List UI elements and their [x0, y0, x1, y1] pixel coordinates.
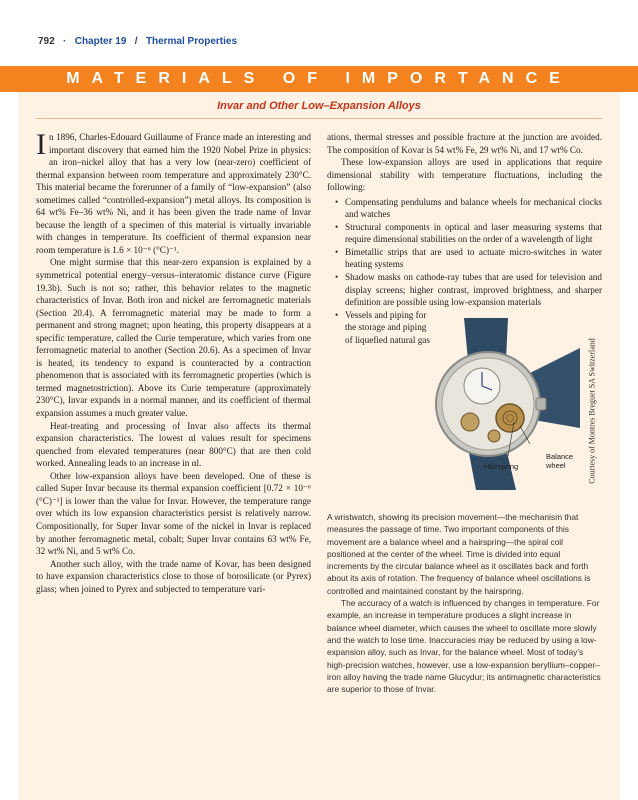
- right-paragraph-1: ations, thermal stresses and possible fracture at the junction are avoided. The composition of Kovar is 54 wt% Fe, 29 wt% Ni, and 17 wt% Co.: [327, 132, 602, 155]
- list-item: [327, 271, 602, 309]
- page-number: 792: [38, 36, 55, 47]
- right-paragraph-2: These low-expansion alloys are used in applications that require dimensional stability with temperature fluctuations, including the following:: [327, 157, 602, 193]
- wristwatch-photo: [424, 318, 580, 490]
- subtitle-divider: [36, 118, 602, 119]
- box-title: MATERIALS OF IMPORTANCE: [66, 70, 572, 87]
- photo-credit: [585, 322, 599, 500]
- list-item: [327, 309, 433, 347]
- caption-paragraph-2: The accuracy of a watch is influenced by changes in temperature. For example, an increase in temperature produces a slight increase in balance wheel diameter, which causes the wheel to oscillate more slowly and the watch to lose time. Inaccuracies may be reduced by using a low-expansion alloy, such as Invar, for the balance wheel. Most of today’s high-precision watches, however, use a low-expansion beryllium–copper–iron alloy having the trade name Glucydur; its antimagnetic characteristics are superior to those of Invar.: [327, 598, 601, 695]
- caption-paragraph-1: A wristwatch, showing its precision movement—the mechanism that measures the passage of time. Two important components of this movement are a balance wheel and a hairspring—the spiral coil positioned at the center of the wheel. Time is divided into equal increments by the circular balance wheel as it oscillates back and forth about its axis of rotation. The frequency of balance wheel oscillations is controlled and maintained constant by the hairspring.: [327, 512, 591, 596]
- box-title-bar: [0, 66, 638, 92]
- list-item-text: Vessels and piping for the storage and piping of liquefied natural gas: [345, 309, 430, 345]
- left-paragraph-3: Heat-treating and processing of Invar also affects its thermal expansion characteristics. The lowest αl values result for specimens quenched from elevated temperatures (near 800°C) that are then cold worked. Annealing leads to an increase in αl.: [36, 420, 311, 469]
- hairspring-label: Hairspring: [484, 462, 519, 471]
- header-separator: ·: [63, 36, 67, 47]
- left-paragraph-1-text: n 1896, Charles-Edouard Guillaume of France made an interesting and important discovery that earned him the 1920 Nobel Prize in physics: an iron–nickel alloy that has a very low (near-zero) coefficient of thermal expansion between room temperature and approximately 230°C. This material became the forerunner of a family of “low-expansion” (also sometimes called “controlled-expansion”) metal alloys. Its composition is 64 wt% Fe–36 wt% Ni, and it has been given the trade name of Invar because the length of a specimen of this material is virtually invariable with changes in temperature. Its coefficient of thermal expansion near room temperature is 1.6 × 10⁻⁶ (°C)⁻¹.: [36, 132, 311, 255]
- gear-wheel-small: [488, 430, 500, 442]
- left-paragraph-2: One might surmise that this near-zero expansion is explained by a symmetrical potential energy–versus–interatomic distance curve (Figure 19.3b). Such is not so; rather, this behavior relates to the magnetic characteristics of Invar. Both iron and nickel are ferromagnetic materials (Section 20.4). A ferromagnetic material may be made to form a permanent and strong magnet; upon heating, this property disappears at a specific temperature, called the Curie temperature, which varies from one ferromagnetic material to another (Section 20.6). As a specimen of Invar is heated, its tendency to expand is counteracted by a contraction phenomenon that is associated with its ferromagnetic properties (which is termed magnetostriction). Above its Curie temperature (approximately 230°C), Invar expands in a normal manner, and its coefficient of thermal expansion assumes a much greater value.: [36, 257, 311, 419]
- balance-wheel: [496, 404, 524, 432]
- gear-wheel: [461, 413, 479, 431]
- left-paragraph-5: Another such alloy, with the trade name of Kovar, has been designed to have expansion characteristics close to those of borosilicate (or Pyrex) glass; when joined to Pyrex and subjected to temperature vari-: [36, 558, 311, 594]
- watch-crown: [536, 398, 546, 410]
- drop-cap: I: [36, 128, 46, 161]
- list-item-text: Shadow masks on cathode-ray tubes that are used for television and display screens; higher contrast, improved brightness, and sharper definition are possible using low-expansion materials: [345, 272, 602, 308]
- header-slash: /: [134, 36, 138, 47]
- chapter-label: Chapter 19: [74, 36, 127, 47]
- left-paragraph-1: [36, 128, 311, 256]
- photo-credit-text: Courtesy of Montres Breguet SA Switzerland: [587, 338, 597, 484]
- figure-caption: [327, 511, 602, 695]
- chapter-title: Thermal Properties: [145, 36, 238, 47]
- list-item: • Bimetallic strips that are used to actuate micro-switches in water heating systems: [327, 246, 602, 271]
- balance-wheel-label: Balance wheel: [546, 452, 574, 470]
- list-item: • Structural components in optical and laser measuring systems that require dimensional stabilities on the order of a wavelength of light: [327, 221, 602, 246]
- right-column: [327, 131, 602, 346]
- box-subtitle: Invar and Other Low–Expansion Alloys: [217, 100, 421, 112]
- list-item: • Compensating pendulums and balance wheels for mechanical clocks and watches: [327, 196, 602, 221]
- left-column: [36, 128, 311, 595]
- running-head: [38, 36, 237, 47]
- left-paragraph-4: Other low-expansion alloys have been developed. One of these is called Super Invar because its thermal expansion coefficient [0.72 × 10⁻⁶ (°C)⁻¹] is lower than the value for Invar. However, the temperature range over which its low expansion characteristics persist is relatively narrow. Compositionally, for Super Invar some of the nickel in Invar is replaced by another ferromagnetic metal, cobalt; Super Invar contains 63 wt% Fe, 32 wt% Ni, and 5 wt% Co.: [36, 470, 311, 557]
